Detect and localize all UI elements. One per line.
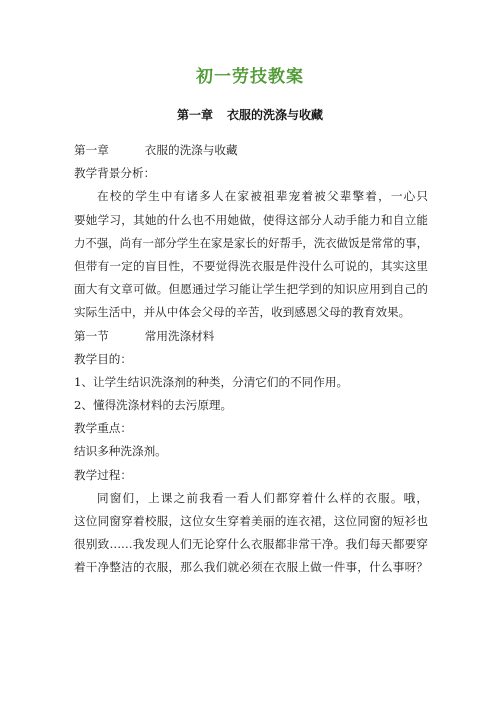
chapter-number: 第一章 bbox=[74, 143, 109, 157]
process-paragraph-line: 着干净整洁的衣服，那么我们就必须在衣服上做一件事，什么事呀？ bbox=[74, 560, 428, 575]
document-body bbox=[74, 139, 428, 580]
process-label: 教学过程： bbox=[74, 467, 132, 482]
document-title: 初一劳技教案 bbox=[196, 67, 304, 87]
background-paragraph-line: 面大有文章可做。但愿通过学习能让学生把学到的知识应用到自己的 bbox=[74, 282, 428, 297]
process-paragraph-line: 这位同窗穿着校服，这位女生穿着美丽的连衣裙，这位同窗的短衫也 bbox=[74, 514, 428, 528]
background-label: 教学背景分析： bbox=[74, 166, 156, 181]
background-paragraph-line: 力不强，尚有一部分学生在家是家长的好帮手，洗衣做饭是常常的事， bbox=[74, 235, 428, 250]
goal-item: 2、懂得洗涤材料的去污原理。 bbox=[74, 398, 233, 413]
section-number: 第一节 bbox=[74, 328, 109, 343]
chapter-heading bbox=[74, 139, 428, 162]
process-paragraph-line: 很别致……我发现人们无论穿什么衣服都非常干净。我们每天都要穿 bbox=[74, 537, 428, 552]
background-paragraph-line: 要她学习，其她的什么也不用她做，使得这部分人动手能力和自立能 bbox=[74, 212, 428, 227]
chapter-name: 衣服的洗涤与收藏 bbox=[144, 143, 238, 157]
subtitle-chapter-name: 衣服的洗涤与收藏 bbox=[227, 108, 324, 122]
goals-label: 教学目的： bbox=[74, 351, 132, 366]
chapter-subtitle bbox=[0, 106, 500, 123]
process-paragraph-line: 同窗们，上课之前我看一看人们都穿着什么样的衣服。哦， bbox=[97, 490, 428, 505]
goal-item: 1、让学生结识洗涤剂的种类，分清它们的不同作用。 bbox=[74, 374, 349, 389]
background-paragraph-line: 在校的学生中有诸多人在家被祖辈宠着被父辈擎着，一心只 bbox=[97, 189, 428, 204]
background-paragraph-line: 但带有一定的盲目性，不要觉得洗衣服是件没什么可说的，其实这里 bbox=[74, 258, 428, 273]
section-name: 常用洗涤材料 bbox=[144, 328, 215, 343]
subtitle-chapter-number: 第一章 bbox=[176, 108, 213, 122]
key-point-label: 教学重点： bbox=[74, 421, 132, 436]
background-paragraph-line: 实际生活中，并从中体会父母的辛苦，收到感恩父母的教育效果。 bbox=[74, 305, 411, 320]
key-point-text: 结识多种洗涤剂。 bbox=[74, 444, 167, 459]
section-heading bbox=[74, 325, 428, 348]
